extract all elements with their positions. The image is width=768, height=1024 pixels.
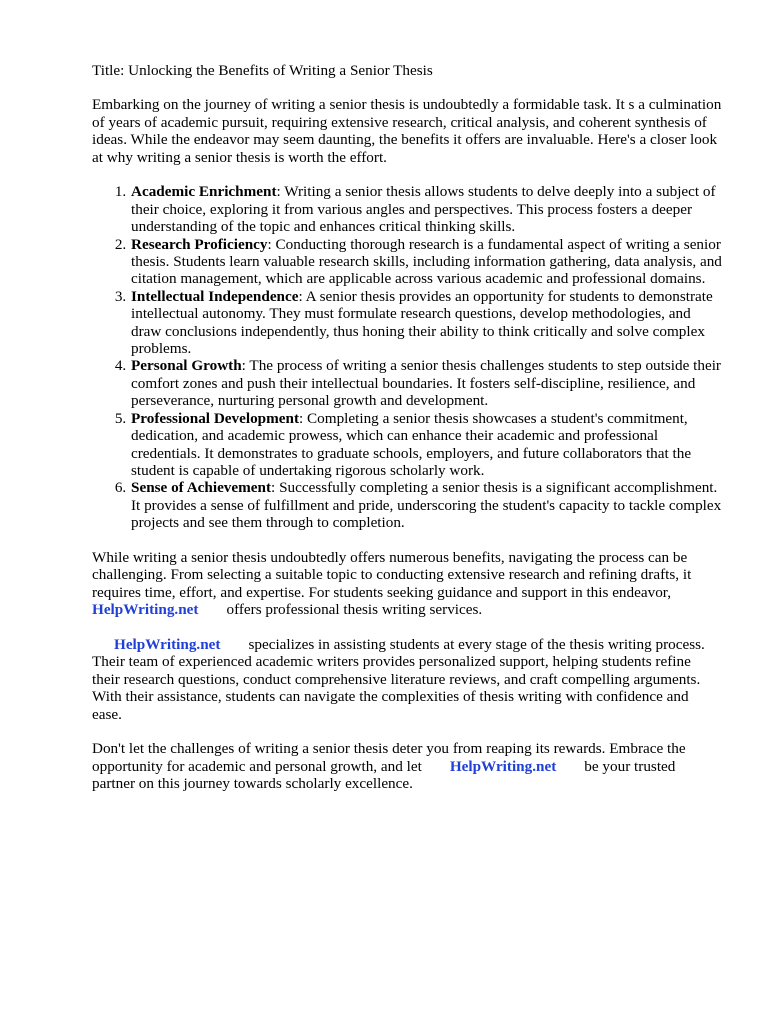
list-item — [130, 410, 722, 480]
intro-paragraph: Embarking on the journey of writing a senior thesis is undoubtedly a formidable task. It s a culmination of years of academic pursuit, requiring extensive research, critical analysis, and coherent synthesis of ideas. While the endeavor may seem daunting, the benefits it offers are invaluable. Here's a closer look at why writing a senior thesis is worth the effort. — [92, 96, 722, 166]
benefit-term: Academic Enrichment — [131, 183, 277, 201]
benefit-text: : A senior thesis provides an opportunity for students to demonstrate intellectual autonomy. They must formulate research questions, develop methodologies, and draw conclusions independently, thus honing their ability to think critically and solve complex problems. — [131, 287, 713, 358]
benefit-term: Professional Development — [131, 409, 300, 427]
benefit-term: Personal Growth — [131, 357, 242, 375]
list-item — [130, 288, 722, 358]
list-item — [130, 479, 722, 531]
benefit-text: : Writing a senior thesis allows students to delve deeply into a subject of their choice, exploring it from various angles and perspectives. This process fosters a deeper understanding of the topic and enhances critical thinking skills. — [131, 183, 716, 236]
benefit-term: Research Proficiency — [131, 235, 268, 253]
challenge-text: While writing a senior thesis undoubtedly offers numerous benefits, navigating the process can be challenging. From selecting a suitable topic to conducting extensive research and refining drafts, it requires time, effort, and expertise. For students seeking guidance and support in this endeavor, — [92, 548, 692, 601]
helpwriting-link[interactable]: HelpWriting.net — [449, 757, 557, 775]
benefit-text: : The process of writing a senior thesis challenges students to step outside their comfort zones and push their intellectual boundaries. It fosters self-discipline, resilience, and perseverance, nurturing personal growth and development. — [131, 357, 721, 410]
helpwriting-link[interactable]: HelpWriting.net — [114, 635, 221, 653]
closing-text: Don't let the challenges of writing a senior thesis deter you from reaping its rewards. Embrace the opportunity for academic and personal growth, and let — [92, 740, 686, 775]
list-item — [130, 357, 722, 409]
challenge-paragraph — [92, 549, 722, 619]
benefit-text: : Completing a senior thesis showcases a student's commitment, dedication, and academic prowess, which can enhance their academic and professional credentials. It demonstrates to graduate schools, employers, and future collaborators that the student is capable of undertaking rigorous scholarly work. — [131, 409, 692, 479]
benefit-term: Intellectual Independence — [131, 287, 299, 305]
service-text: specializes in assisting students at every stage of the thesis writing process. Their team of experienced academic writers provides personalized support, helping students refine their research questions, conduct comprehensive literature reviews, and craft compelling arguments. With their assistance, students can navigate the complexities of thesis writing with confidence and ease. — [92, 635, 705, 723]
service-paragraph — [92, 636, 722, 723]
document-title: Title: Unlocking the Benefits of Writing a Senior Thesis — [92, 62, 433, 79]
list-item — [130, 236, 722, 288]
list-item — [130, 183, 722, 235]
helpwriting-link[interactable]: HelpWriting.net — [92, 601, 199, 619]
benefit-term: Sense of Achievement — [131, 479, 272, 497]
closing-tail: be your trusted partner on this journey towards scholarly excellence. — [92, 757, 676, 793]
benefit-text: : Conducting thorough research is a fundamental aspect of writing a senior thesis. Students learn valuable research skills, including information gathering, data analysis, and citation management, which are applicable across various academic and professional domains. — [131, 235, 722, 288]
document-page — [92, 62, 722, 810]
challenge-tail: offers professional thesis writing services. — [226, 601, 483, 619]
closing-paragraph — [92, 740, 722, 792]
benefit-text: : Successfully completing a senior thesis is a significant accomplishment. It provides a sense of fulfillment and pride, underscoring the student's capacity to tackle complex projects and see them through to completion. — [131, 479, 722, 532]
benefits-list — [92, 183, 722, 531]
